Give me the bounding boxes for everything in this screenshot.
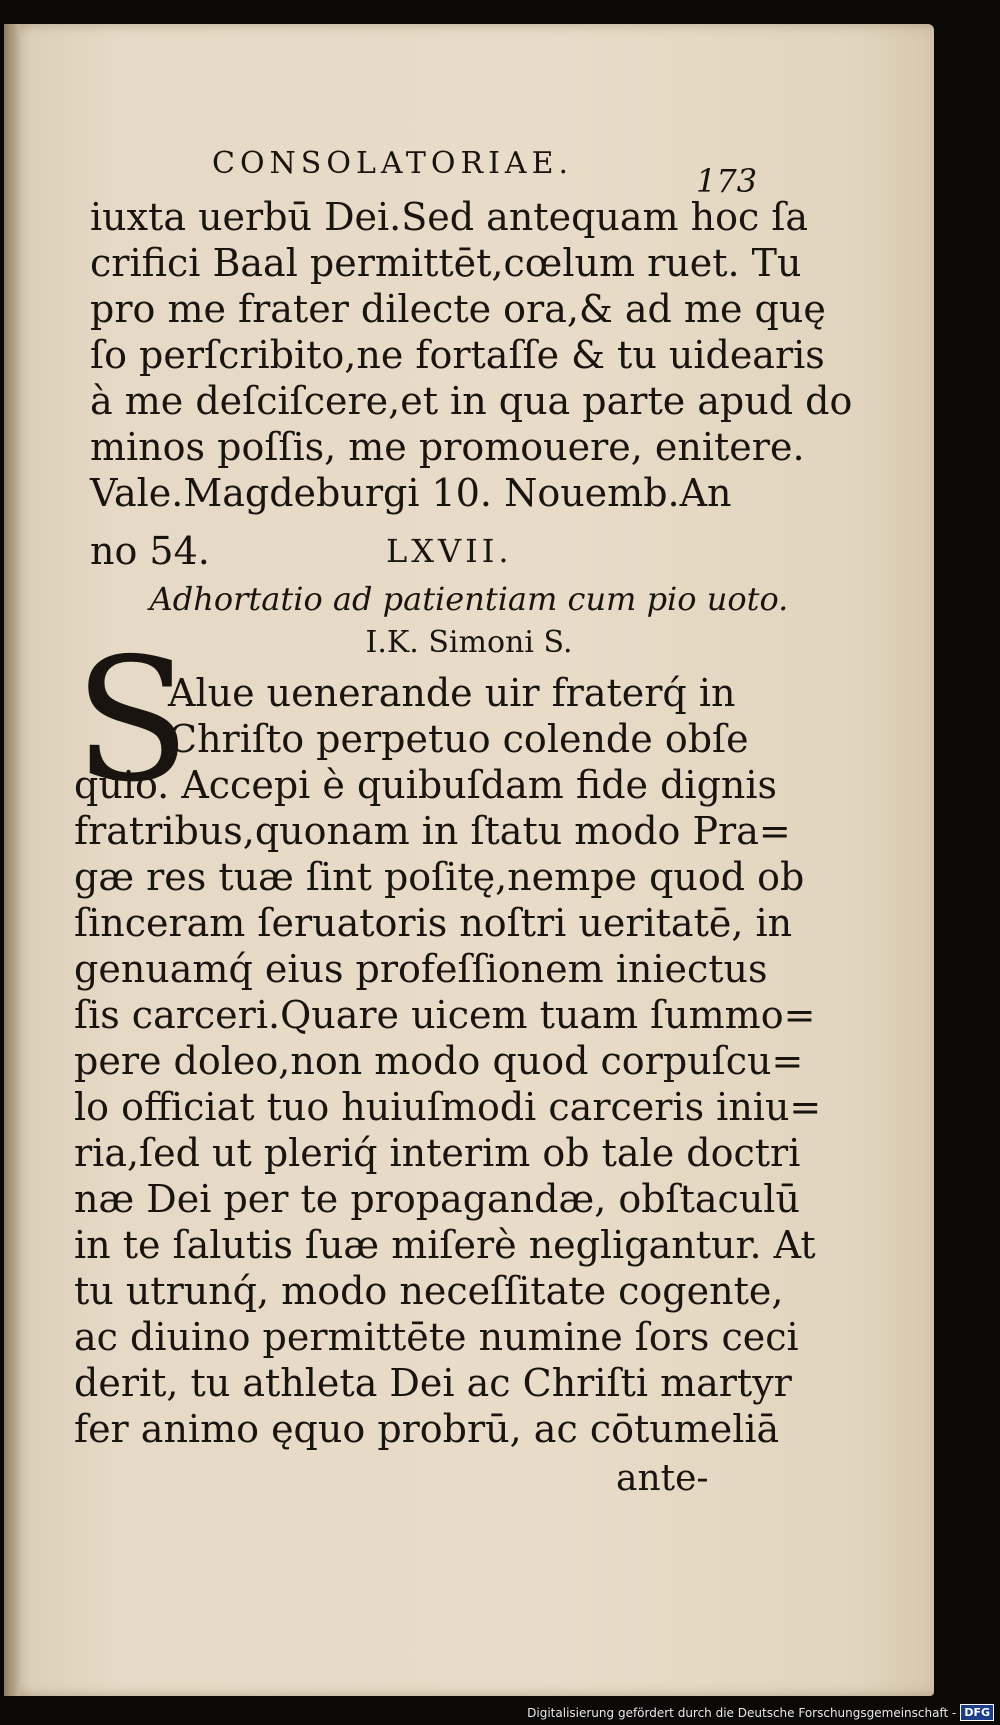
text-line: ſo perſcribito,ne fortaſſe & tu uidearis — [90, 333, 825, 377]
letter-addressee: I.K. Simoni S. — [365, 625, 573, 660]
text-line: crifici Baal permittēt,cœlum ruet. Tu — [90, 241, 802, 285]
text-line: ſinceram ſeruatoris noſtri ueritatē, in — [74, 901, 793, 945]
text-line: genuamq́ eius profeſſionem iniectus — [74, 947, 768, 991]
letter-subtitle: Adhortatio ad patientiam cum pio uoto. — [149, 580, 789, 618]
text-line: gæ res tuæ ſint poſitę,nempe quod ob — [74, 855, 805, 899]
text-line: fratribus,quonam in ſtatu modo Pra= — [74, 809, 791, 853]
text-line: no 54. — [90, 529, 210, 573]
credit-text: Digitalisierung gefördert durch die Deutsche Forschungsgemeinschaft - — [527, 1705, 957, 1720]
text-line: pere doleo,non modo quod corpuſcu= — [74, 1039, 804, 1083]
text-line: fer animo ęquo probrū, ac cōtumeliā — [74, 1407, 780, 1451]
digitization-credit — [527, 1704, 994, 1721]
dfg-logo-icon: DFG — [960, 1704, 994, 1721]
drop-cap: S — [74, 622, 191, 820]
text-line: lo officiat tuo huiuſmodi carceris iniu= — [74, 1085, 822, 1129]
running-header: CONSOLATORIAE. — [212, 146, 574, 181]
text-line: tu utrunq́, modo neceſſitate cogente, — [74, 1269, 784, 1313]
text-line: quio. Accepi è quibuſdam fide dignis — [74, 763, 778, 807]
text-line: derit, tu athleta Dei ac Chriſti martyr — [74, 1361, 792, 1405]
text-line: ria,ſed ut pleriq́ interim ob tale doctri — [74, 1131, 801, 1175]
page-number: 173 — [696, 162, 758, 200]
text-line: Chriſto perpetuo colende obſe — [168, 717, 749, 761]
text-line: ſis carceri.Quare uicem tuam ſummo= — [74, 993, 816, 1037]
text-line: Alue uenerande uir fraterq́ in — [168, 671, 736, 715]
text-line: ac diuino permittēte numine ſors ceci — [74, 1315, 799, 1359]
catchword: ante- — [616, 1458, 709, 1499]
text-line: pro me frater dilecte ora,& ad me quę — [90, 287, 826, 331]
text-line: iuxta uerbū Dei.Sed antequam hoc ſa — [90, 195, 809, 239]
text-line: in te ſalutis ſuæ miſerè negligantur. At — [74, 1223, 816, 1267]
letter-number: LXVII. — [386, 532, 513, 570]
text-line: Vale.Magdeburgi 10. Nouemb.An — [90, 471, 732, 515]
text-line: næ Dei per te propagandæ, obſtaculū — [74, 1177, 800, 1221]
book-page — [4, 24, 934, 1696]
page-text — [4, 24, 934, 1696]
text-line: minos poſſis, me promouere, enitere. — [90, 425, 805, 469]
text-line: à me deſciſcere,et in qua parte apud do — [90, 379, 853, 423]
